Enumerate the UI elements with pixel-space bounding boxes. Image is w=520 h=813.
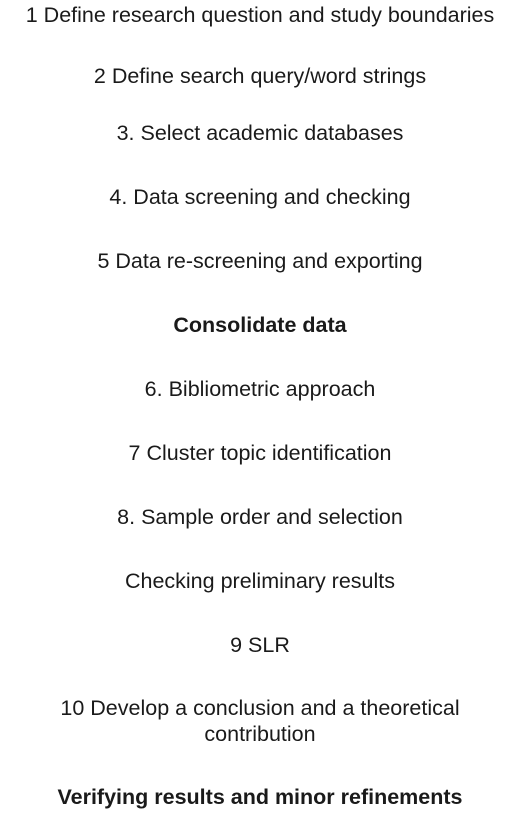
step-2-define-search-query: 2 Define search query/word strings xyxy=(93,64,427,88)
step-5-data-rescreening: 5 Data re-screening and exporting xyxy=(97,249,423,273)
milestone-verifying-results: Verifying results and minor refinements xyxy=(57,785,463,809)
milestone-checking-preliminary-results: Checking preliminary results xyxy=(124,569,396,593)
step-7-cluster-topic-identification: 7 Cluster topic identification xyxy=(128,441,392,465)
step-8-sample-order-selection: 8. Sample order and selection xyxy=(117,505,403,529)
step-9-slr: 9 SLR xyxy=(230,633,290,657)
step-1-define-research-question: 1 Define research question and study boundaries xyxy=(25,3,495,27)
step-6-bibliometric-approach: 6. Bibliometric approach xyxy=(144,377,376,401)
step-10-develop-conclusion: 10 Develop a conclusion and a theoretical contribution xyxy=(60,696,460,746)
step-3-select-databases: 3. Select academic databases xyxy=(116,121,404,145)
step-4-data-screening: 4. Data screening and checking xyxy=(109,185,411,209)
milestone-consolidate-data: Consolidate data xyxy=(173,313,347,337)
